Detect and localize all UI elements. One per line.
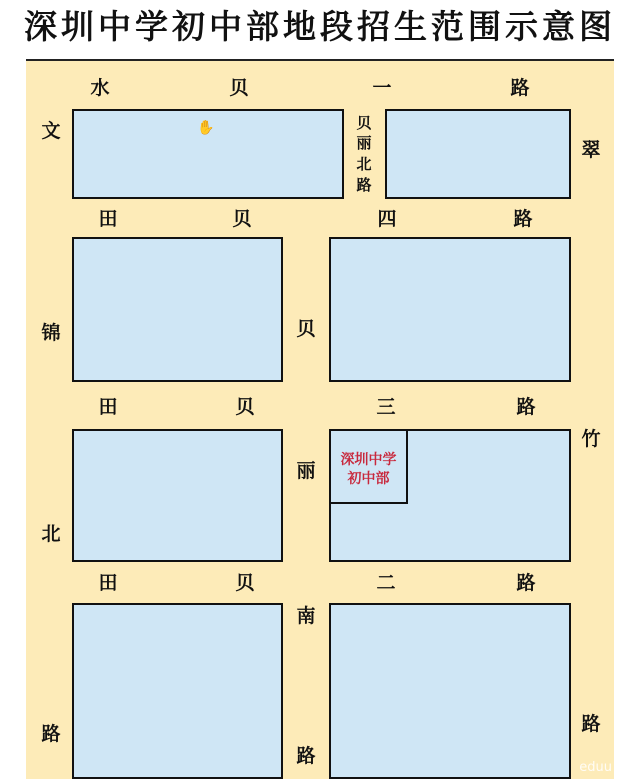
hand-cursor-icon: ✋ <box>197 120 215 136</box>
road-label-wenjin-beilu-4: 路 <box>41 723 61 745</box>
road-label-beili-beilu-1: 贝 <box>356 114 372 132</box>
road-label-tianbei-erlu-4: 路 <box>516 572 536 594</box>
road-label-beili-nanlu-3: 南 <box>296 605 316 627</box>
road-label-wenjin-beilu-2: 锦 <box>41 322 61 344</box>
road-label-cuizhu-lu-3: 路 <box>581 713 601 735</box>
road-label-tianbei-sanlu-4: 路 <box>516 396 536 418</box>
road-label-beili-nanlu-4: 路 <box>296 745 316 767</box>
road-label-beili-beilu-2: 丽 <box>356 134 372 152</box>
road-label-shuibei-yilu-2: 贝 <box>229 77 249 99</box>
road-label-tianbei-silu-2: 贝 <box>232 208 252 230</box>
road-label-tianbei-silu-1: 田 <box>98 208 118 230</box>
road-label-tianbei-sanlu-1: 田 <box>98 396 118 418</box>
watermark: eduu <box>579 760 612 775</box>
map-title: 深圳中学初中部地段招生范围示意图 <box>24 7 616 46</box>
road-label-wenjin-beilu-1: 文 <box>41 120 61 142</box>
road-label-tianbei-silu-4: 路 <box>513 208 533 230</box>
block-row2-left <box>72 237 283 382</box>
road-label-tianbei-erlu-2: 贝 <box>235 572 255 594</box>
road-label-beili-nanlu-2: 丽 <box>296 460 316 482</box>
road-label-wenjin-beilu-3: 北 <box>41 523 61 545</box>
road-label-tianbei-erlu-1: 田 <box>98 572 118 594</box>
road-label-tianbei-erlu-3: 二 <box>376 572 396 594</box>
road-label-cuizhu-lu-1: 翠 <box>581 139 601 161</box>
block-row4-left <box>72 603 283 779</box>
road-label-shuibei-yilu-4: 路 <box>510 77 530 99</box>
school-label-line1: 深圳中学 <box>340 452 397 468</box>
block-row1-right <box>385 109 571 199</box>
school-label-line2: 初中部 <box>347 471 390 487</box>
road-label-tianbei-sanlu-3: 三 <box>376 396 396 418</box>
road-label-beili-nanlu-1: 贝 <box>296 318 316 340</box>
road-label-cuizhu-lu-2: 竹 <box>581 428 601 450</box>
school-location-marker <box>329 429 408 504</box>
block-row2-right <box>329 237 571 382</box>
road-label-shuibei-yilu-1: 水 <box>90 77 110 99</box>
block-row3-left <box>72 429 283 562</box>
road-label-beili-beilu-3: 北 <box>356 155 372 173</box>
road-label-shuibei-yilu-3: 一 <box>372 77 392 99</box>
road-label-tianbei-sanlu-2: 贝 <box>235 396 255 418</box>
block-row4-right <box>329 603 571 779</box>
road-label-tianbei-silu-3: 四 <box>377 208 397 230</box>
road-label-beili-beilu-4: 路 <box>356 176 372 194</box>
